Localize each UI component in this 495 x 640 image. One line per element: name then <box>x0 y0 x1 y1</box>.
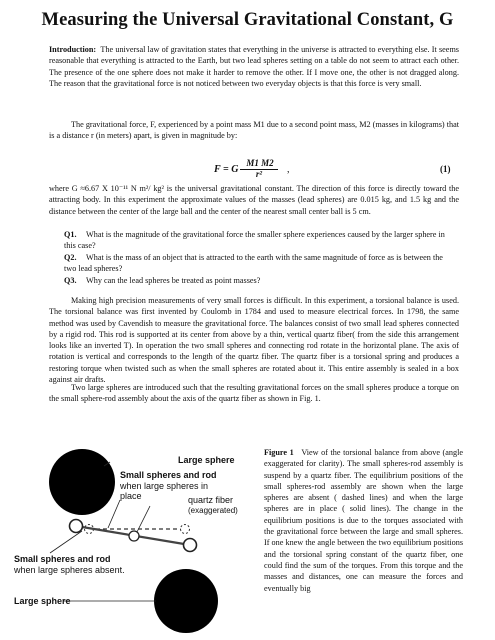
question-label: Q1. <box>64 230 77 239</box>
intro-text: The universal law of gravitation states that everything in the universe is attracted to everything else. It seems reasonable that everything is attracted to the Earth, but two lead spheres setting on a table do not seem to attract each other. The presence of the one sphere does not make it harder to remove the other. If I move one, the other is not dragged along. The reason that the gravitational force is not noticed between two everyday objects is that this force is very small. <box>49 45 459 88</box>
leader-line <box>50 531 82 553</box>
question-label: Q3. <box>64 276 77 285</box>
question-label: Q2. <box>64 253 77 262</box>
question-text: Why can the lead spheres be treated as point masses? <box>86 276 261 285</box>
large-sphere-bottom <box>154 569 218 633</box>
question-text: What is the mass of an object that is attracted to the earth with the same magnitude of force as is between the two lead spheres? <box>64 253 443 274</box>
equation-comma: , <box>287 164 290 175</box>
force-paragraph: The gravitational force, F, experienced by a point mass M1 due to a second point mass, M2 (masses in kilograms) that is a distance r (in meters) apart, is given in magnitude by: <box>49 120 459 141</box>
large-spheres-paragraph: Two large spheres are introduced such that the resulting gravitational forces on the small spheres produce a torque on the small sphere-rod assembly about the axis of the quartz fiber as shown in Fig. 1. <box>49 383 459 404</box>
gravitation-equation <box>0 158 495 182</box>
small-sphere-present-right <box>184 539 197 552</box>
intro-paragraph <box>49 44 459 89</box>
caption-label: Figure 1 <box>264 448 294 457</box>
torsion-balance-paragraph: Making high precision measurements of very small forces is difficult. In this experiment, a torsional balance is used. The torsional balance was first invented by Coulomb in 1784 and used to measure electrical forces. In 1798, the same method was used by Cavendish to measure the gravitational force. The balances consist of two small lead spheres connected by a rigid rod. This rod is supported at its center from above by a thin, vertical quartz fiber( from the side this arrangement looks like an inverted T). In operation the two small spheres and connecting rod rotate in the horizontal plane. The axis of rotation is vertical and corresponds to the length of the quartz fiber. The quartz fiber is a torsional spring and produces a restoring torque when twisted such as when the small spheres are rotated about it. This entire assembly is sealed in a box against air drafts. <box>49 296 459 385</box>
page-title: Measuring the Universal Gravitational Constant, G <box>41 10 454 30</box>
leader-line <box>108 500 120 528</box>
label-large-sphere-top: Large sphere <box>178 455 235 465</box>
intro-label: Introduction: <box>49 45 97 54</box>
question-q1 <box>64 229 449 252</box>
label-large-sphere-bottom: Large sphere <box>14 596 71 606</box>
question-q2 <box>64 252 449 275</box>
question-q3 <box>64 275 449 286</box>
large-sphere-top <box>49 449 115 515</box>
label-small-spheres-present: Small spheres and rod when large spheres in place <box>120 470 217 501</box>
equation-numerator: M1 M2 <box>246 158 274 168</box>
leader-line <box>137 506 150 532</box>
label-exaggerated: (exaggerated) <box>188 506 238 515</box>
equation-denominator: r² <box>255 169 263 179</box>
question-text: What is the magnitude of the gravitational force the smaller sphere experiences caused by the larger sphere in this case? <box>64 230 445 251</box>
constant-paragraph: where G ≈6.67 X 10⁻¹¹ N m²/ kg² is the universal gravitational constant. The direction of this force is directly toward the attracting body. In this experiment the approximate values of the masses (lead spheres) are 0.015 kg, and 1.5 kg and the distance between the center of the large ball and the center of the nearest small center ball is 5 cm. <box>49 184 459 216</box>
figure-caption <box>264 447 463 594</box>
small-sphere-present-left <box>70 520 83 533</box>
label-small-spheres-absent: Small spheres and rod when large spheres absent. <box>14 554 125 575</box>
equation-number: (1) <box>440 164 451 174</box>
small-sphere-absent-right <box>181 525 190 534</box>
label-quartz-fiber: quartz fiber <box>188 495 234 505</box>
caption-text: View of the torsional balance from above (angle exaggerated for clarity). The small spheres-rod assembly is suspend by a quartz fiber. The equilibrium positions of the small spheres-rod assembly are shown when the large spheres are absent ( dashed lines) and when the large spheres are in place ( solid lines). The change in the equilibrium positions is due to the torques associated with the gravitational force between the large and small spheres. If one knew the angle between the two equilibrium positions and the torsional spring constant of the quartz fiber, one could find the sum of the torques. From this torque and the masses and distances, one can measure the forces and eventually big <box>264 448 463 593</box>
equation-lhs: F = G <box>214 164 239 175</box>
quartz-fiber-icon <box>129 531 139 541</box>
